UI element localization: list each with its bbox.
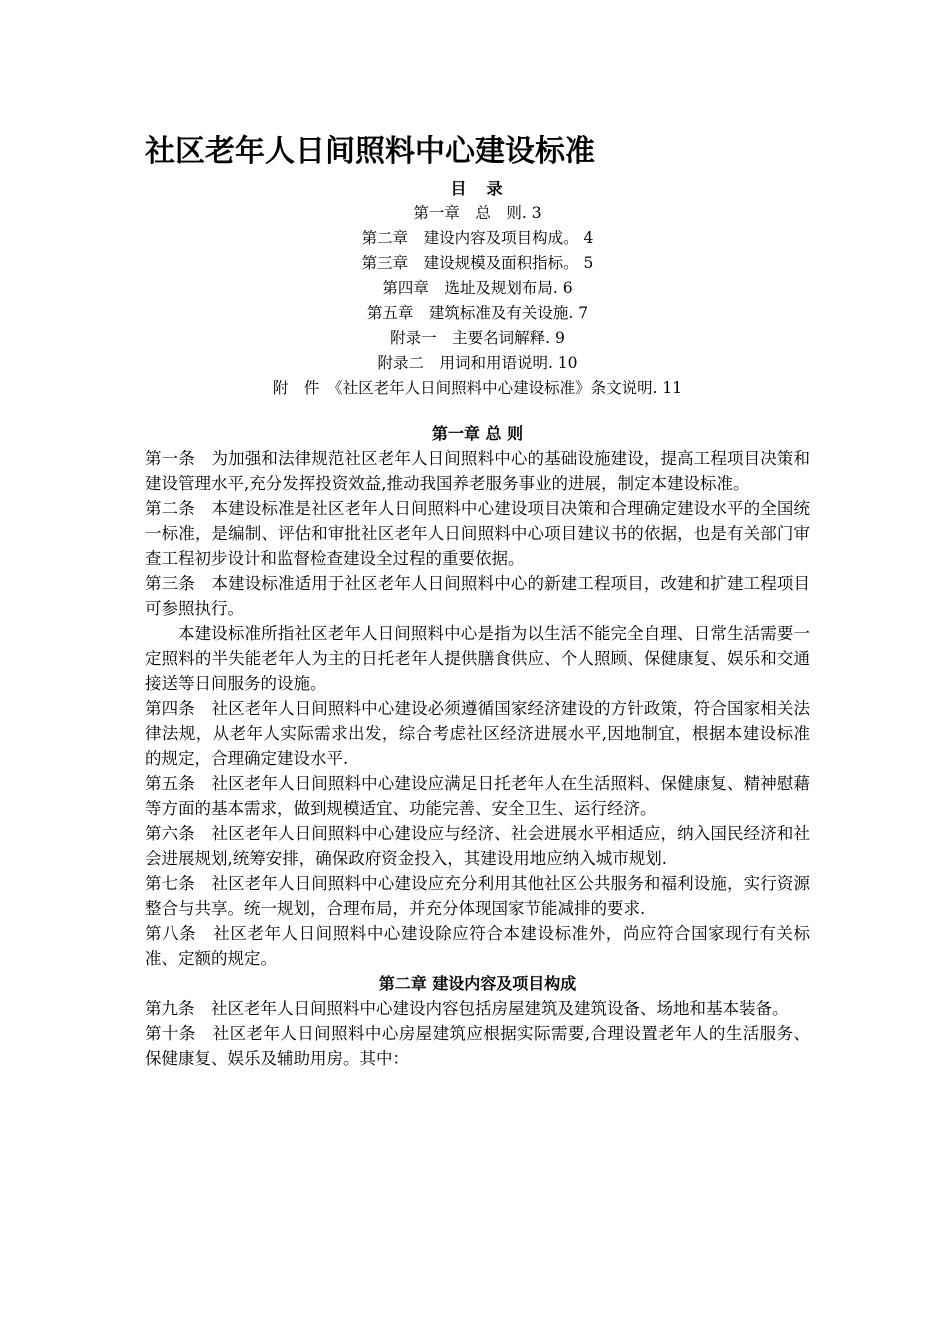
toc-item[interactable]: 第四章 选址及规划布局. 6 bbox=[382, 279, 573, 297]
document-title: 社区老年人日间照料中心建设标准 bbox=[145, 134, 595, 169]
toc-item[interactable]: 附录二 用词和用语说明. 10 bbox=[377, 354, 578, 372]
chapter-2-heading: 第二章 建设内容及项目构成 bbox=[378, 974, 577, 993]
article-3: 第三条 本建设标准适用于社区老年人日间照料中心的新建工程项目，改建和扩建工程项目可参照执行。 bbox=[145, 574, 810, 618]
article-9: 第九条 社区老年人日间照料中心建设内容包括房屋建筑及建筑设备、场地和基本装备。 bbox=[145, 999, 789, 1018]
article-1: 第一条 为加强和法律规范社区老年人日间照料中心的基础设施建设，提高工程项目决策和建设管理水平,充分发挥投资效益,推动我国养老服务事业的进展，制定本建设标准。 bbox=[145, 449, 810, 493]
toc-item[interactable]: 附录一 主要名词解释. 9 bbox=[390, 329, 565, 347]
article-5: 第五条 社区老年人日间照料中心建设应满足日托老年人在生活照料、保健康复、精神慰藉等方面的基本需求，做到规模适宜、功能完善、安全卫生、运行经济。 bbox=[145, 774, 810, 818]
section-spacer bbox=[145, 401, 810, 421]
toc-heading: 目 录 bbox=[450, 179, 505, 198]
document-page bbox=[145, 128, 810, 1071]
table-of-contents bbox=[145, 201, 810, 401]
article-10: 第十条 社区老年人日间照料中心房屋建筑应根据实际需要,合理设置老年人的生活服务、保健康复、娱乐及辅助用房。其中： bbox=[145, 1024, 810, 1068]
article-3-paragraph: 本建设标准所指社区老年人日间照料中心是指为以生活不能完全自理、日常生活需要一定照料的半失能老年人为主的日托老年人提供膳食供应、个人照顾、保健康复、娱乐和交通接送等日间服务的设施。 bbox=[145, 624, 810, 693]
chapter-1-heading: 第一章 总 则 bbox=[431, 424, 524, 443]
article-7: 第七条 社区老年人日间照料中心建设应充分利用其他社区公共服务和福利设施，实行资源整合与共享。统一规划，合理布局，并充分体现国家节能减排的要求. bbox=[145, 874, 810, 918]
toc-item[interactable]: 第一章 总 则. 3 bbox=[413, 204, 542, 222]
article-6: 第六条 社区老年人日间照料中心建设应与经济、社会进展水平相适应，纳入国民经济和社会进展规划,统筹安排，确保政府资金投入，其建设用地应纳入城市规划. bbox=[145, 824, 810, 868]
article-2: 第二条 本建设标准是社区老年人日间照料中心建设项目决策和合理确定建设水平的全国统一标准，是编制、评估和审批社区老年人日间照料中心项目建议书的依据，也是有关部门审查工程初步设计和监督检查建设全过程的重要依据。 bbox=[145, 499, 810, 568]
toc-item[interactable]: 第二章 建设内容及项目构成。 4 bbox=[361, 229, 594, 247]
toc-item[interactable]: 第五章 建筑标准及有关设施. 7 bbox=[366, 304, 589, 322]
article-8: 第八条 社区老年人日间照料中心建设除应符合本建设标准外，尚应符合国家现行有关标准、定额的规定。 bbox=[145, 924, 810, 968]
toc-item[interactable]: 附 件 《社区老年人日间照料中心建设标准》条文说明. 11 bbox=[272, 379, 683, 397]
toc-item[interactable]: 第三章 建设规模及面积指标。 5 bbox=[361, 254, 594, 272]
article-4: 第四条 社区老年人日间照料中心建设必须遵循国家经济建设的方针政策，符合国家相关法律法规，从老年人实际需求出发，综合考虑社区经济进展水平,因地制宜，根据本建设标准的规定，合理确定建设水平. bbox=[145, 699, 810, 768]
